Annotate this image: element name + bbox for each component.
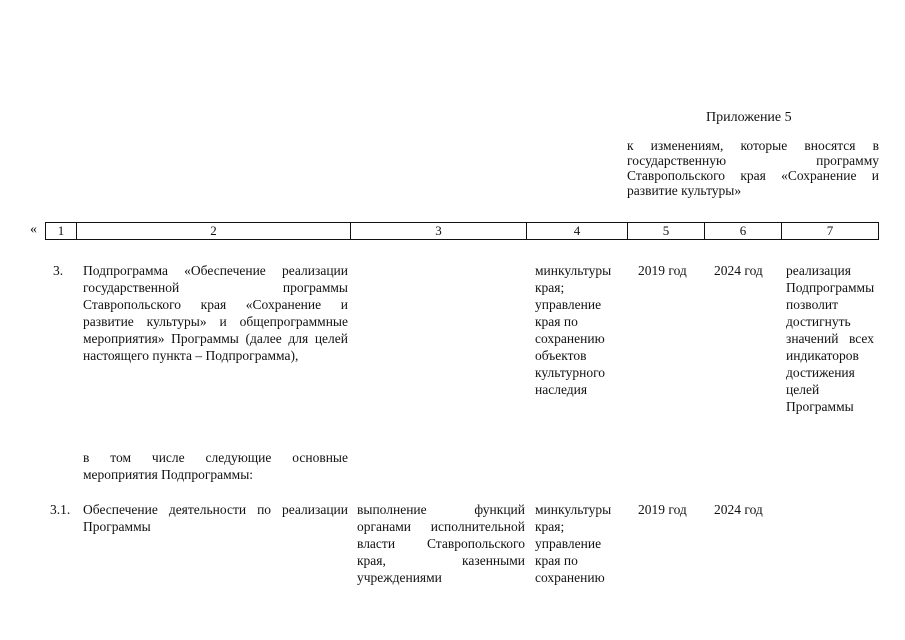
- row-executor: минкультуры края; управление края по сохранению объектов культурного наследия: [535, 263, 612, 397]
- col-header-3: 3: [351, 223, 527, 240]
- col-header-7: 7: [782, 223, 879, 240]
- col-header-6: 6: [705, 223, 782, 240]
- row-executor: минкультуры края; управление края по сохранению: [535, 502, 612, 585]
- col-header-2: 2: [77, 223, 351, 240]
- row-result: реализация Подпрограммы позволит достигнуть значений всех индикаторов достижения целей Программы: [786, 263, 875, 414]
- opening-quote: «: [30, 222, 37, 237]
- row-end: 2024 год: [714, 502, 763, 517]
- row-number: 3.1.: [50, 502, 71, 517]
- row-start: 2019 год: [638, 502, 687, 517]
- subheader-row: в том числе следующие основные мероприятия Подпрограммы:: [83, 450, 348, 482]
- row-end: 2024 год: [714, 263, 763, 278]
- column-number-header: [45, 222, 879, 240]
- col-header-4: 4: [527, 223, 628, 240]
- col-header-1: 1: [46, 223, 77, 240]
- row-type: выполнение функций органами исполнительной власти Ставропольского края, казенными учреждениями: [357, 502, 525, 585]
- row-number: 3.: [53, 263, 64, 278]
- row-name: Обеспечение деятельности по реализации Программы: [83, 502, 348, 534]
- row-name: Подпрограмма «Обеспечение реализации государственной программы Ставропольского края «Сохранение и развитие культуры» и общепрограммные мероприятия» Программы (далее для целей настоящего пункта – Подпрограмма),: [83, 263, 348, 363]
- row-start: 2019 год: [638, 263, 687, 278]
- appendix-title: Приложение 5: [706, 110, 792, 125]
- appendix-subtitle: к изменениям, которые вносятся в государственную программу Ставропольского края «Сохранение и развитие культуры»: [627, 138, 879, 198]
- col-header-5: 5: [628, 223, 705, 240]
